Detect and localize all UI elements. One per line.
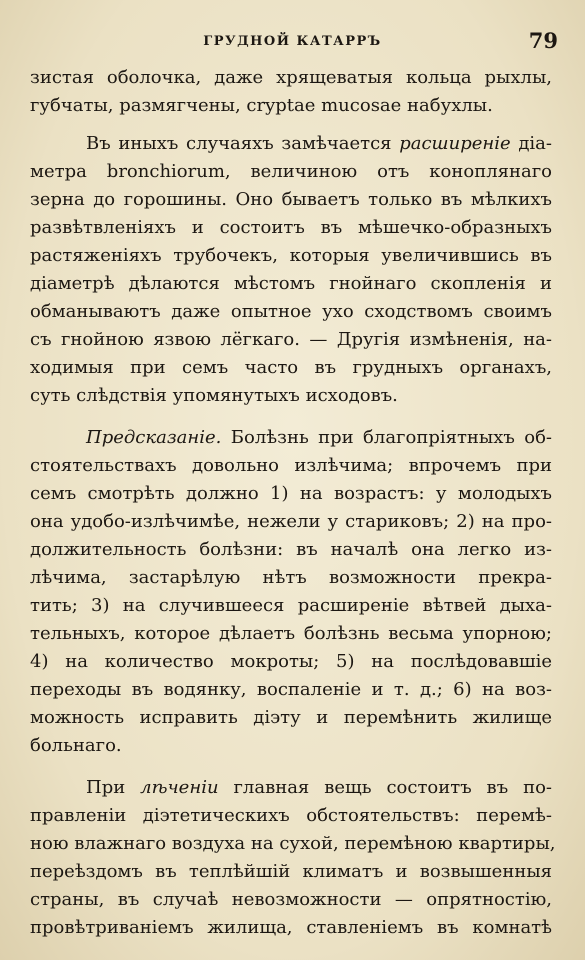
text-line: страны, въ случаѣ невозможности — опрятностію, xyxy=(30,889,552,910)
text-line: ною влажнаго воздуха на сухой, перемѣною квартиры, xyxy=(30,833,556,854)
text-line: діаметрѣ дѣлаются мѣстомъ гнойнаго скопленія и xyxy=(30,273,552,294)
text-line: можность исправить діэту и перемѣнить жилище xyxy=(30,707,552,728)
text-line: семъ смотрѣть должно 1) на возрастъ: у молодыхъ xyxy=(30,483,552,504)
text-line: развѣтвленіяхъ и состоитъ въ мѣшечко-образныхъ xyxy=(30,217,552,238)
text-line: лѣчима, застарѣлую нѣтъ возможности прекра- xyxy=(30,567,552,588)
text-line: стоятельствахъ довольно излѣчима; впрочемъ при xyxy=(30,455,552,476)
text-line: тить; 3) на случившееся расширеніе вѣтвей дыха- xyxy=(30,595,552,616)
text-line: съ гнойною язвою лёгкаго. — Другія измѣненія, на- xyxy=(30,329,552,350)
text-run: діа- xyxy=(510,133,552,154)
italic-term: расширеніе xyxy=(399,133,511,154)
running-title: ГРУДНОЙ КАТАРРЪ xyxy=(203,34,382,49)
text-line: правленіи діэтетическихъ обстоятельствъ: перемѣ- xyxy=(30,805,552,826)
text-line xyxy=(30,424,552,452)
text-line: ходимыя при семъ часто въ грудныхъ органахъ, xyxy=(30,357,552,378)
section-heading: лѣченіи xyxy=(140,777,219,798)
text-line: больнаго. xyxy=(30,735,122,756)
text-line: она удобо-излѣчимѣе, нежели у стариковъ; 2) на про- xyxy=(30,511,552,532)
text-line xyxy=(30,774,552,802)
text-run: При xyxy=(86,777,141,798)
text-line: метра bronchiorum, величиною отъ коноплянаго xyxy=(30,161,552,182)
text-line: зерна до горошины. Оно бываетъ только въ мѣлкихъ xyxy=(30,189,552,210)
text-line: провѣтриваніемъ жилища, ставленіемъ въ комнатѣ xyxy=(30,917,552,938)
text-line: губчаты, размягчены, cryptae mucosae набухлы. xyxy=(30,95,493,116)
page-header xyxy=(0,28,585,56)
text-line: 4) на количество мокроты; 5) на послѣдовавшіе xyxy=(30,651,552,672)
section-heading: Предсказаніе. xyxy=(86,427,222,448)
text-line: переѣздомъ въ теплѣйшій климатъ и возвышенныя xyxy=(30,861,552,882)
text-run: Болѣзнь при благопріятныхъ об- xyxy=(221,427,552,448)
text-line: растяженіяхъ трубочекъ, которыя увеличившись въ xyxy=(30,245,552,266)
text-run: главная вещь состоитъ въ по- xyxy=(218,777,552,798)
text-line: обманываютъ даже опытное ухо сходствомъ своимъ xyxy=(30,301,552,322)
text-line: переходы въ водянку, воспаленіе и т. д.; 6) на воз- xyxy=(30,679,552,700)
text-line: зистая оболочка, даже хрящеватыя кольца рыхлы, xyxy=(30,67,552,88)
text-line: суть слѣдствія упомянутыхъ исходовъ. xyxy=(30,385,398,406)
text-run: Въ иныхъ случаяхъ замѣчается xyxy=(86,133,400,154)
text-line: тельныхъ, которое дѣлаетъ болѣзнь весьма упорною; xyxy=(30,623,552,644)
page-number: 79 xyxy=(528,28,558,53)
text-line: должительность болѣзни: въ началѣ она легко из- xyxy=(30,539,552,560)
text-line xyxy=(30,130,552,158)
page-body xyxy=(30,64,556,942)
